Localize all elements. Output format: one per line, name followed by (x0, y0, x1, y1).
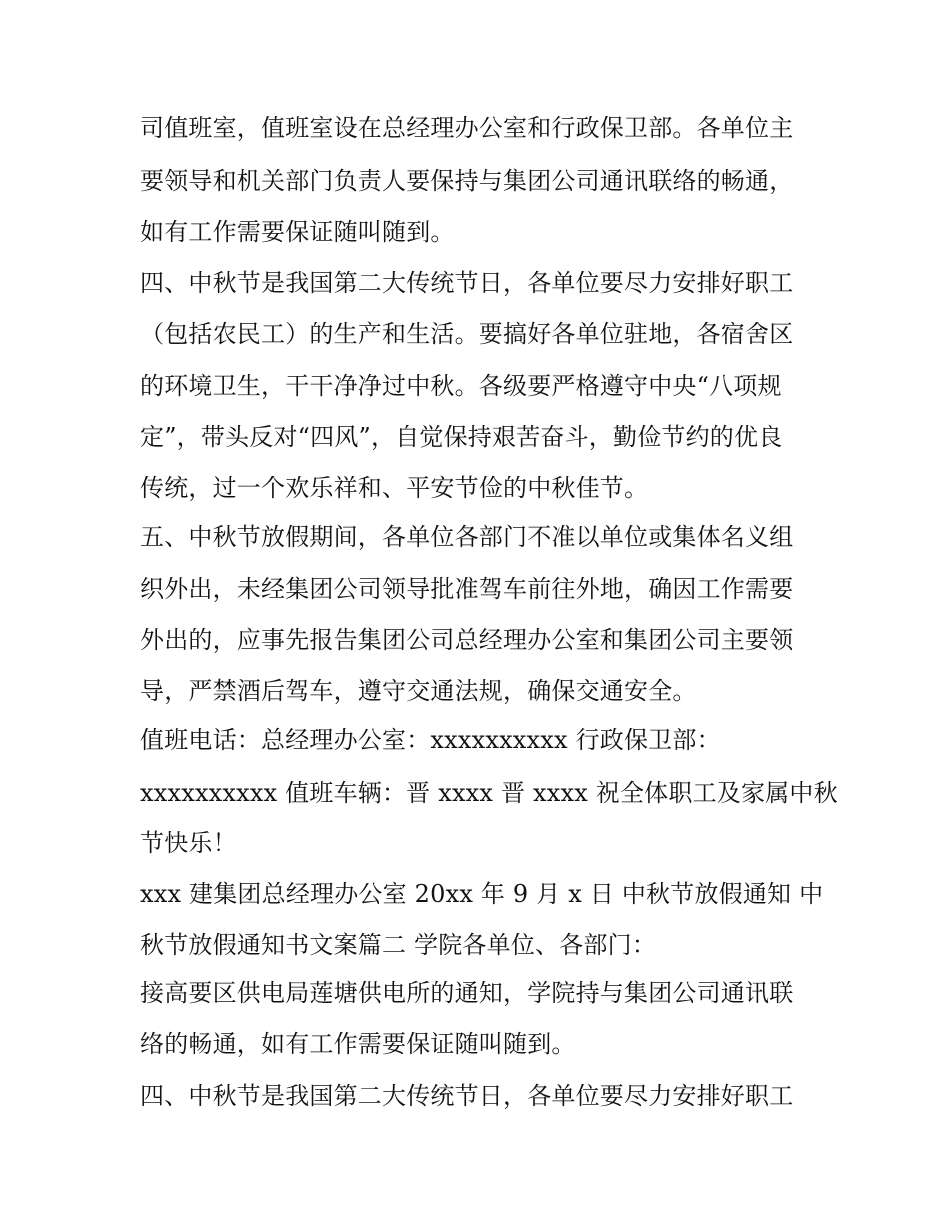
text-line: 节快乐！ (140, 829, 237, 857)
text-line: 司值班室，值班室设在总经理办公室和行政保卫部。各单位主 (140, 114, 794, 142)
text-line: 织外出，未经集团公司领导批准驾车前往外地，确因工作需要 (140, 575, 794, 603)
text-line: 导，严禁酒后驾车，遵守交通法规，确保交通安全。 (140, 677, 697, 705)
text-line: 秋节放假通知书文案篇二 学院各单位、各部门： (140, 931, 657, 959)
text-line: 接高要区供电局莲塘供电所的通知，学院持与集团公司通讯联 (140, 979, 794, 1007)
text-line: xxxxxxxxxx 值班车辆：晋 xxxx 晋 xxxx 祝全体职工及家属中秋 (140, 779, 838, 807)
text-line: xxx 建集团总经理办公室 20xx 年 9 月 x 日 中秋节放假通知 中 (140, 880, 824, 908)
text-line: 传统，过一个欢乐祥和、平安节俭的中秋佳节。 (140, 474, 649, 502)
text-line: 的环境卫生，干干净净过中秋。各级要严格遵守中央“八项规 (140, 372, 782, 400)
text-line: 外出的，应事先报告集团公司总经理办公室和集团公司主要领 (140, 626, 794, 654)
text-line: 四、中秋节是我国第二大传统节日，各单位要尽力安排好职工 (140, 269, 794, 297)
text-line: 如有工作需要保证随叫随到。 (140, 218, 455, 246)
text-line: 定”，带头反对“四风”，自觉保持艰苦奋斗，勤俭节约的优良 (140, 423, 783, 451)
text-line: （包括农民工）的生产和生活。要搞好各单位驻地，各宿舍区 (140, 320, 794, 348)
text-line: 值班电话：总经理办公室：xxxxxxxxxx 行政保卫部： (140, 726, 721, 754)
text-line: 五、中秋节放假期间，各单位各部门不准以单位或集体名义组 (140, 523, 794, 551)
text-line: 四、中秋节是我国第二大传统节日，各单位要尽力安排好职工 (140, 1082, 794, 1110)
text-line: 络的畅通，如有工作需要保证随叫随到。 (140, 1030, 576, 1058)
text-line: 要领导和机关部门负责人要保持与集团公司通讯联络的畅通， (140, 167, 794, 195)
